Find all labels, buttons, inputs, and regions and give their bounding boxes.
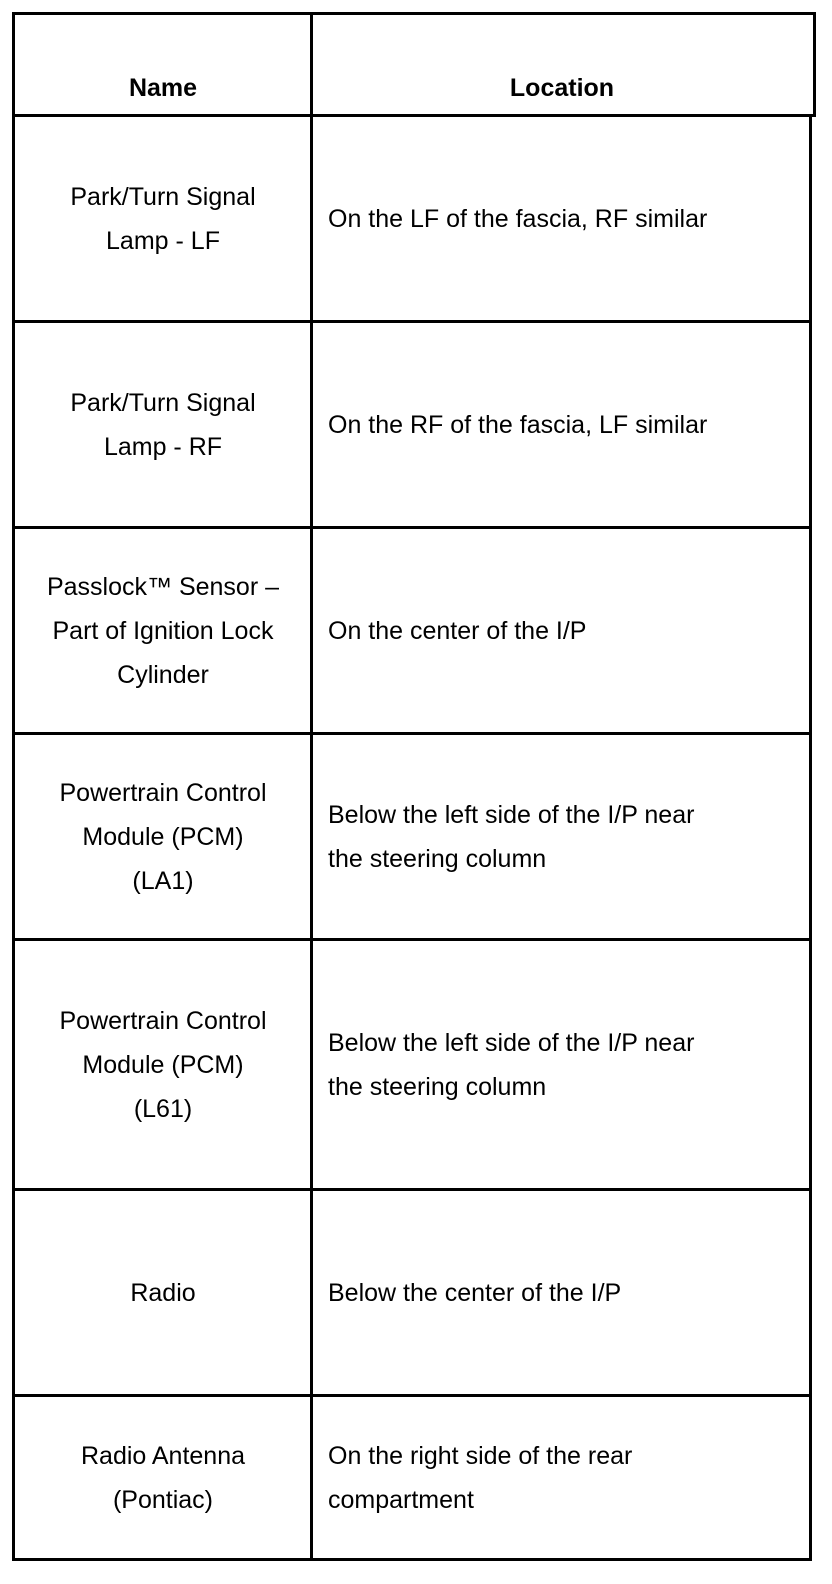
row-name-text: Radio Antenna (Pontiac) [80,1442,246,1514]
table-row-location [312,1396,812,1560]
header-location-label: Location [509,74,615,102]
table-row-name [14,1396,312,1560]
row-location-text: Below the center of the I/P [328,1279,622,1307]
row-name-text: Passlock™ Sensor – Part of Ignition Lock Cylinder [46,573,280,689]
table-border-top [12,12,816,15]
table-border-bottom [12,1558,812,1561]
table-row-location [312,116,812,322]
row-location-text: On the RF of the fascia, LF similar [328,411,708,439]
table-row-divider [12,320,812,323]
header-name-label: Name [128,74,198,102]
table-row-name [14,940,312,1190]
table-row-divider [12,526,812,529]
row-name-text: Park/Turn Signal Lamp - RF [70,389,256,461]
table-row-name [14,322,312,528]
row-location-text: On the LF of the fascia, RF similar [328,205,708,233]
table-row-divider [12,114,816,117]
table-row-name [14,734,312,940]
row-location-text: Below the left side of the I/P near the steering column [328,1029,695,1101]
table-row-name [14,528,312,734]
table-row-name [14,1190,312,1396]
table-row-location [312,1190,812,1396]
table-border-right-header [813,12,816,117]
table-row-divider [12,732,812,735]
table-row-divider [12,1394,812,1397]
table-row-location [312,322,812,528]
table-row-location [312,528,812,734]
table-row-divider [12,1188,812,1191]
row-name-text: Radio [130,1279,196,1307]
row-name-text: Park/Turn Signal Lamp - LF [70,183,256,255]
table-row-name [14,116,312,322]
table-border-right [809,114,812,1561]
row-location-text: On the right side of the rear compartment [328,1442,633,1514]
table-column-divider [310,12,313,1561]
table-row-location [312,940,812,1190]
table-row-divider [12,938,812,941]
table-row-location [312,734,812,940]
header-location [312,14,812,116]
row-name-text: Powertrain Control Module (PCM) (LA1) [59,779,267,895]
row-location-text: Below the left side of the I/P near the steering column [328,801,695,873]
row-location-text: On the center of the I/P [328,617,587,645]
row-name-text: Powertrain Control Module (PCM) (L61) [59,1007,267,1123]
table-border-left [12,12,15,1561]
header-name [14,14,312,116]
